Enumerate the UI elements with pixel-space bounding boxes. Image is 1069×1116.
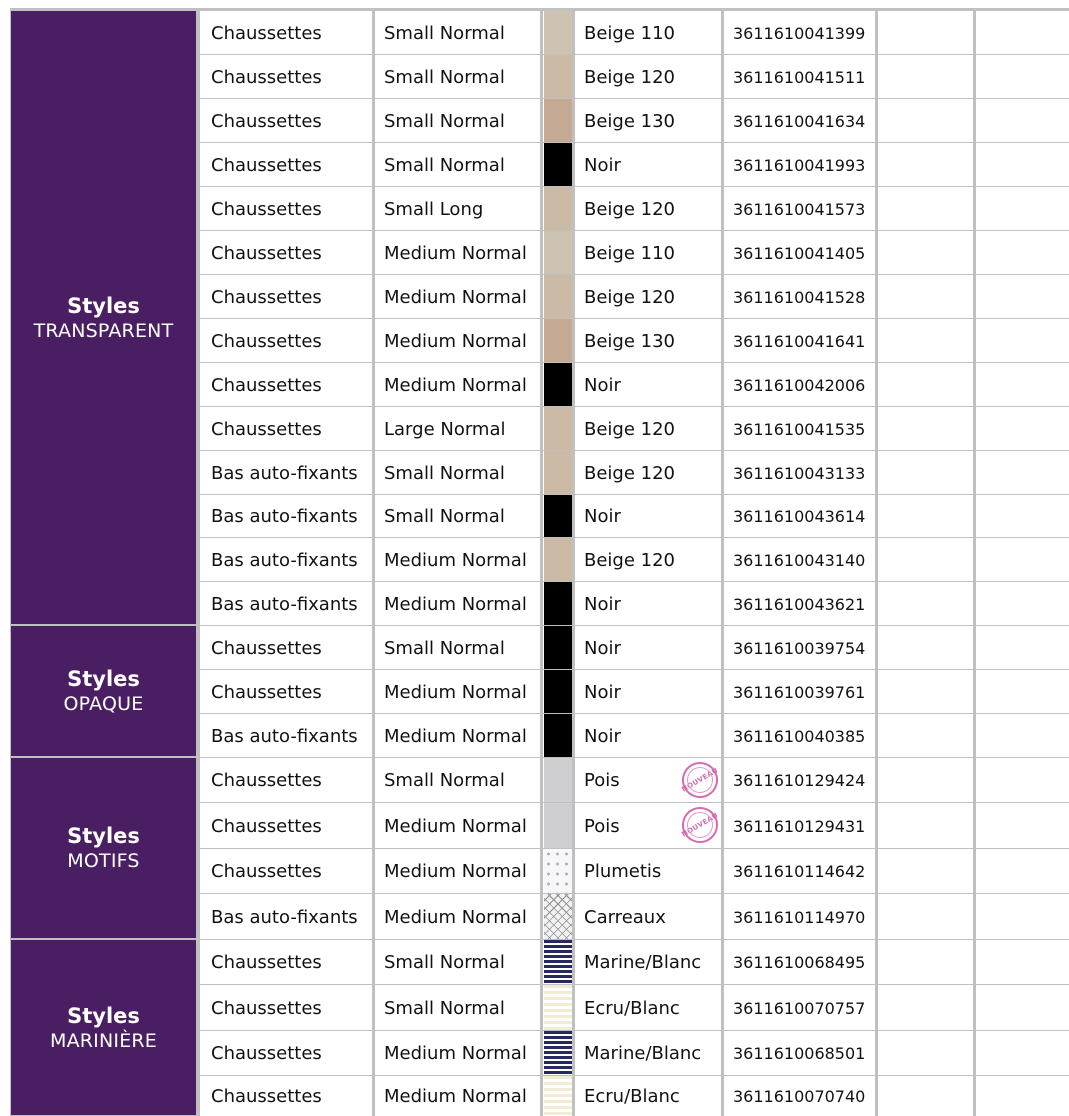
color-name-cell [575,626,724,670]
product-type-cell: Chaussettes [197,407,375,451]
nouveau-stamp: NOUVEAU [675,803,724,849]
color-swatch-cell [543,11,575,55]
table-row [197,318,1069,363]
size-cell: Medium Normal [375,894,543,940]
color-swatch-cell [543,319,575,363]
size-cell: Small Normal [375,55,543,99]
empty-cell [976,714,1069,758]
table-row [197,669,1069,714]
color-swatch [544,714,572,758]
ean-code-cell: 3611610041993 [724,143,878,187]
color-name-cell [575,894,724,940]
empty-cell [976,99,1069,143]
product-type-cell: Bas auto-fixants [197,495,375,538]
ean-code-cell: 3611610041535 [724,407,878,451]
size-cell: Medium Normal [375,849,543,894]
group-opaque [10,625,197,757]
empty-cell [878,55,976,99]
color-name: Beige 110 [584,22,676,44]
product-type-cell: Chaussettes [197,55,375,99]
color-name: Noir [584,593,621,615]
color-name-cell [575,407,724,451]
table-row [197,98,1069,143]
empty-cell [976,849,1069,894]
color-swatch-cell [543,985,575,1031]
color-name-cell [575,714,724,758]
table-row [197,893,1069,940]
product-type-cell: Chaussettes [197,1031,375,1076]
ean-code-cell: 3611610041528 [724,275,878,319]
empty-cell [878,11,976,55]
color-name: Beige 110 [584,242,676,264]
page-margin [0,0,10,1116]
product-type-cell: Bas auto-fixants [197,582,375,626]
empty-cell [976,985,1069,1031]
empty-cell [878,582,976,626]
size-cell: Medium Normal [375,538,543,582]
group-transparent [10,10,197,625]
color-swatch-cell [543,99,575,143]
empty-cell [878,407,976,451]
table-row [197,713,1069,758]
product-type-cell: Chaussettes [197,143,375,187]
color-swatch [544,451,572,495]
color-swatch-cell [543,849,575,894]
color-name-cell [575,231,724,275]
ean-code-cell: 3611610043621 [724,582,878,626]
product-type-cell: Bas auto-fixants [197,714,375,758]
color-name-cell [575,11,724,55]
group-mariniere [10,939,197,1116]
color-name: Beige 120 [584,66,676,88]
empty-cell [878,758,976,803]
size-cell: Medium Normal [375,275,543,319]
color-name-cell [575,495,724,538]
product-type-cell: Chaussettes [197,758,375,803]
empty-cell [878,1076,976,1116]
group-motifs [10,757,197,939]
table-row [197,230,1069,275]
color-swatch [544,849,572,894]
color-swatch [544,99,572,143]
ean-code-cell: 3611610039754 [724,626,878,670]
color-name: Pois [584,815,620,837]
size-cell: Medium Normal [375,714,543,758]
color-swatch-cell [543,1076,575,1116]
table-row [197,581,1069,626]
color-name-cell [575,99,724,143]
color-swatch [544,803,572,849]
product-type-cell: Chaussettes [197,319,375,363]
color-swatch [544,231,572,275]
color-name-cell [575,803,724,849]
empty-cell [878,143,976,187]
color-swatch [544,626,572,670]
ean-code-cell: 3611610043140 [724,538,878,582]
color-name: Beige 120 [584,418,676,440]
color-name-cell [575,451,724,495]
color-name-cell [575,849,724,894]
color-name-cell [575,55,724,99]
color-swatch-cell [543,1031,575,1076]
color-swatch [544,275,572,319]
table-row [197,274,1069,319]
color-name: Noir [584,681,621,703]
color-swatch [544,894,572,940]
empty-cell [976,363,1069,407]
table-row [197,757,1069,803]
color-swatch-cell [543,451,575,495]
empty-cell [878,187,976,231]
size-cell: Medium Normal [375,231,543,275]
product-type-cell: Chaussettes [197,670,375,714]
color-name-cell [575,538,724,582]
empty-cell [976,495,1069,538]
group-subtitle: MARINIÈRE [49,1029,158,1052]
empty-cell [878,495,976,538]
table-row [197,939,1069,985]
color-name: Beige 120 [584,286,676,308]
color-swatch-cell [543,714,575,758]
color-name: Ecru/Blanc [584,997,680,1019]
color-swatch [544,582,572,626]
empty-cell [976,626,1069,670]
color-name-cell [575,143,724,187]
color-swatch [544,319,572,363]
ean-code-cell: 3611610129431 [724,803,878,849]
nouveau-stamp: NOUVEAU [675,758,724,803]
size-cell: Small Normal [375,758,543,803]
group-title: Styles [67,667,140,691]
empty-cell [878,275,976,319]
ean-code-cell: 3611610129424 [724,758,878,803]
size-cell: Large Normal [375,407,543,451]
ean-code-cell: 3611610043614 [724,495,878,538]
ean-code-cell: 3611610039761 [724,670,878,714]
color-swatch-cell [543,538,575,582]
table-row [197,494,1069,538]
ean-code-cell: 3611610068501 [724,1031,878,1076]
size-cell: Small Normal [375,940,543,985]
group-title: Styles [67,293,140,318]
color-swatch-cell [543,670,575,714]
table-row [197,54,1069,99]
empty-cell [878,626,976,670]
color-swatch [544,143,572,187]
color-swatch-cell [543,626,575,670]
ean-code-cell: 3611610114970 [724,894,878,940]
color-name: Beige 120 [584,198,676,220]
ean-code-cell: 3611610114642 [724,849,878,894]
table-row [197,984,1069,1031]
table-row [197,1030,1069,1076]
color-name: Marine/Blanc [584,1043,702,1064]
ean-code-cell: 3611610041511 [724,55,878,99]
group-subtitle: TRANSPARENT [33,319,174,342]
color-name-cell [575,363,724,407]
ean-code-cell: 3611610041573 [724,187,878,231]
empty-cell [976,407,1069,451]
empty-cell [878,319,976,363]
color-name: Beige 130 [584,110,676,132]
table-row [197,537,1069,582]
product-type-cell: Chaussettes [197,363,375,407]
table-row [197,450,1069,495]
ean-code-cell: 3611610040385 [724,714,878,758]
empty-cell [976,894,1069,940]
color-swatch-cell [543,187,575,231]
color-swatch [544,11,572,55]
color-swatch-cell [543,495,575,538]
color-name: Marine/Blanc [584,952,702,973]
color-swatch [544,187,572,231]
empty-cell [976,187,1069,231]
color-name-cell [575,758,724,803]
empty-cell [878,670,976,714]
group-subtitle: MOTIFS [67,850,140,872]
size-cell: Medium Normal [375,670,543,714]
product-type-cell: Chaussettes [197,231,375,275]
empty-cell [976,1031,1069,1076]
ean-code-cell: 3611610042006 [724,363,878,407]
color-swatch-cell [543,940,575,985]
product-type-cell: Chaussettes [197,275,375,319]
color-swatch [544,495,572,538]
color-name: Beige 120 [584,462,676,484]
product-type-cell: Chaussettes [197,626,375,670]
size-cell: Small Long [375,187,543,231]
empty-cell [878,451,976,495]
color-swatch-cell [543,894,575,940]
color-name-cell [575,940,724,985]
ean-code-cell: 3611610041405 [724,231,878,275]
size-cell: Small Normal [375,495,543,538]
product-type-cell: Chaussettes [197,849,375,894]
color-swatch-cell [543,803,575,849]
color-name-cell [575,319,724,363]
ean-code-cell: 3611610041641 [724,319,878,363]
empty-cell [976,451,1069,495]
size-cell: Medium Normal [375,363,543,407]
empty-cell [976,275,1069,319]
color-name: Plumetis [584,861,662,882]
empty-cell [976,55,1069,99]
empty-cell [878,1031,976,1076]
empty-cell [878,803,976,849]
ean-code-cell: 3611610068495 [724,940,878,985]
empty-cell [976,538,1069,582]
size-cell: Medium Normal [375,803,543,849]
color-swatch [544,1031,572,1076]
color-swatch-cell [543,275,575,319]
group-title: Styles [67,824,140,848]
empty-cell [976,940,1069,985]
table-row [197,1075,1069,1116]
empty-cell [976,582,1069,626]
empty-cell [976,231,1069,275]
empty-cell [976,758,1069,803]
product-type-cell: Bas auto-fixants [197,894,375,940]
size-cell: Small Normal [375,626,543,670]
size-cell: Small Normal [375,11,543,55]
color-swatch [544,1076,572,1116]
table-row [197,848,1069,894]
empty-cell [878,849,976,894]
size-cell: Medium Normal [375,1076,543,1116]
empty-cell [976,143,1069,187]
size-cell: Small Normal [375,99,543,143]
empty-cell [976,670,1069,714]
empty-cell [878,985,976,1031]
empty-cell [976,803,1069,849]
ean-code-cell: 3611610043133 [724,451,878,495]
product-type-cell: Chaussettes [197,985,375,1031]
color-swatch [544,538,572,582]
color-swatch-cell [543,363,575,407]
color-swatch [544,985,572,1031]
empty-cell [976,319,1069,363]
color-swatch [544,55,572,99]
group-subtitle: OPAQUE [63,693,144,715]
ean-code-cell: 3611610041399 [724,11,878,55]
product-type-cell: Chaussettes [197,187,375,231]
color-name: Ecru/Blanc [584,1086,680,1107]
color-name: Beige 120 [584,549,676,571]
size-cell: Medium Normal [375,319,543,363]
size-cell: Medium Normal [375,1031,543,1076]
product-type-cell: Bas auto-fixants [197,451,375,495]
color-swatch [544,407,572,451]
table-row [197,10,1069,55]
color-name-cell [575,582,724,626]
table-row [197,362,1069,407]
empty-cell [878,894,976,940]
color-swatch-cell [543,758,575,803]
table-row [197,625,1069,670]
table-row [197,186,1069,231]
empty-cell [878,99,976,143]
color-name-cell [575,1076,724,1116]
color-swatch-cell [543,407,575,451]
ean-code-cell: 3611610070740 [724,1076,878,1116]
color-name: Noir [584,725,621,747]
product-type-cell: Chaussettes [197,940,375,985]
color-name: Noir [584,374,621,396]
size-cell: Small Normal [375,451,543,495]
product-type-cell: Chaussettes [197,1076,375,1116]
product-type-cell: Chaussettes [197,11,375,55]
ean-code-cell: 3611610070757 [724,985,878,1031]
color-name: Carreaux [584,906,666,928]
empty-cell [976,11,1069,55]
empty-cell [976,1076,1069,1116]
empty-cell [878,940,976,985]
color-swatch-cell [543,582,575,626]
color-name: Pois [584,770,620,791]
size-cell: Small Normal [375,985,543,1031]
color-name: Noir [584,154,621,176]
table-row [197,802,1069,849]
empty-cell [878,231,976,275]
color-swatch [544,670,572,714]
empty-cell [878,714,976,758]
table-row [197,406,1069,451]
color-swatch [544,940,572,985]
ean-code-cell: 3611610041634 [724,99,878,143]
group-title: Styles [67,1003,140,1028]
color-name-cell [575,670,724,714]
color-name: Noir [584,506,621,527]
color-swatch [544,758,572,803]
color-swatch-cell [543,55,575,99]
color-name-cell [575,1031,724,1076]
product-type-cell: Bas auto-fixants [197,538,375,582]
color-name-cell [575,985,724,1031]
color-name-cell [575,187,724,231]
color-name: Beige 130 [584,330,676,352]
table-row [197,142,1069,187]
size-cell: Small Normal [375,143,543,187]
color-name: Noir [584,637,621,659]
color-swatch [544,363,572,407]
product-type-cell: Chaussettes [197,803,375,849]
product-type-cell: Chaussettes [197,99,375,143]
color-swatch-cell [543,231,575,275]
empty-cell [878,363,976,407]
color-swatch-cell [543,143,575,187]
empty-cell [878,538,976,582]
size-cell: Medium Normal [375,582,543,626]
color-name-cell [575,275,724,319]
